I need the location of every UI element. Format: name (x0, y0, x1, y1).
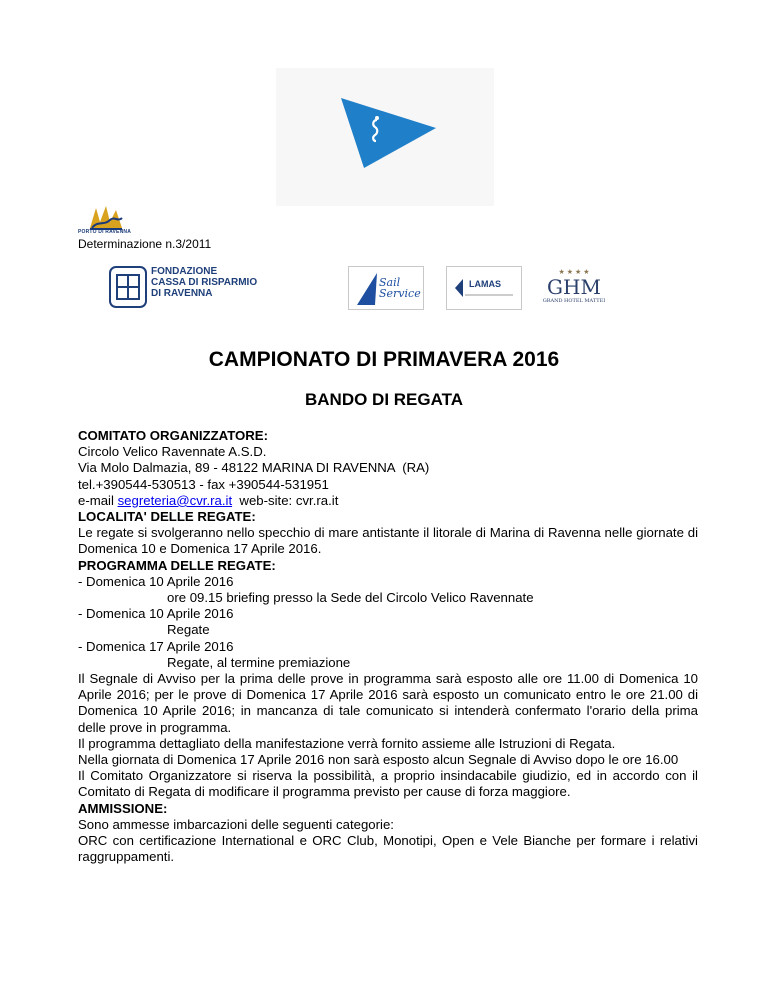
sail-line-1: Sail (379, 276, 401, 289)
club-flag-image (276, 68, 494, 206)
email-link[interactable]: segreteria@cvr.ra.it (117, 492, 233, 508)
porto-caption: PORTO DI RAVENNA (78, 229, 132, 235)
web-site: web-site: cvr.ra.it (232, 492, 339, 508)
programma-heading: PROGRAMMA DELLE REGATE: (78, 557, 276, 573)
ammissione-line-2: ORC con certificazione International e ORC Club, Monotipi, Open e Vele Bianche per formare i relativi raggruppamenti. (78, 833, 698, 865)
programma-detail-1: ore 09.15 briefing presso la Sede del Circolo Velico Ravennate (167, 590, 534, 606)
programma-paragraph-1: Il Segnale di Avviso per la prima delle prove in programma sarà esposto alle ore 11.00 di Domenica 10 Aprile 2016; per le prove di Domenica 17 Aprile 2016 sarà esposto un comunicato entro le ore 21.00 di Domenica 10 Aprile 2016; in mancanza di tale comunicato si intenderà confermato l'orario della prima delle prove in programma. (78, 671, 698, 735)
programma-detail-3: Regate, al termine premiazione (167, 654, 351, 670)
programma-day-3: - Domenica 17 Aprile 2016 (78, 638, 234, 654)
lamas-label: LAMAS (469, 279, 501, 289)
sail-line-2: Service (379, 287, 421, 300)
lamas-logo (446, 266, 522, 310)
programma-day-1: - Domenica 10 Aprile 2016 (78, 573, 234, 589)
comitato-name: Circolo Velico Ravennate A.S.D. (78, 444, 267, 460)
fondazione-name (151, 266, 257, 299)
ammissione-line-1: Sono ammesse imbarcazioni delle seguenti categorie: (78, 816, 394, 832)
document-subtitle: BANDO DI REGATA (304, 390, 464, 409)
determinazione-label: Determinazione n.3/2011 (78, 237, 212, 251)
comitato-phone: tel.+390544-530513 - fax +390544-531951 (78, 476, 329, 492)
localita-heading: LOCALITA' DELLE REGATE: (78, 509, 256, 525)
ghm-logo (536, 268, 612, 312)
ammissione-heading: AMMISSIONE: (78, 800, 168, 816)
fondazione-line-1: FONDAZIONE (151, 266, 218, 277)
comitato-contacts (78, 493, 698, 509)
programma-detail-2: Regate (167, 622, 210, 638)
comitato-heading: COMITATO ORGANIZZATORE: (78, 428, 268, 443)
ghm-stars-icon: ★ ★ ★ ★ (558, 269, 590, 276)
ghm-label: GHM (547, 275, 601, 299)
pennant-icon (276, 68, 494, 206)
sail-service-logo (348, 266, 424, 310)
comitato-address: Via Molo Dalmazia, 89 - 48122 MARINA DI RAVENNA (RA) (78, 460, 430, 476)
localita-text: Le regate si svolgeranno nello specchio di mare antistante il litorale di Marina di Ravenna nelle giornate di Domenica 10 e Domenica 17 Aprile 2016. (78, 525, 698, 557)
programma-day-2: - Domenica 10 Aprile 2016 (78, 606, 234, 622)
programma-paragraph-3: Nella giornata di Domenica 17 Aprile 2016 non sarà esposto alcun Segnale di Avviso dopo le ore 16.00 (78, 752, 679, 768)
programma-paragraph-2: Il programma dettagliato della manifestazione verrà fornito assieme alle Istruzioni di Regata. (78, 735, 616, 751)
programma-paragraph-4: Il Comitato Organizzatore si riserva la possibilità, a proprio insindacabile giudizio, ed in accordo con il Comitato di Regata di modificare il programma previsto per cause di forza maggiore. (78, 768, 698, 800)
document-title: CAMPIONATO DI PRIMAVERA 2016 (208, 348, 560, 371)
document-body (78, 428, 698, 865)
fondazione-line-2: CASSA DI RISPARMIO (151, 277, 258, 288)
fondazione-line-3: DI RAVENNA (151, 288, 213, 299)
email-prefix: e-mail (78, 492, 118, 508)
ghm-sub: GRAND HOTEL MATTEI (542, 298, 606, 304)
fondazione-emblem-icon (108, 263, 148, 309)
